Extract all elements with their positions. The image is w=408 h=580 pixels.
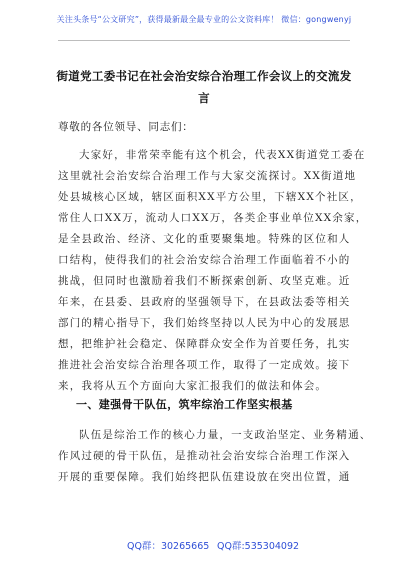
body-line: 想，把维护社会稳定、保障群众安全作为首要任务，扎实	[58, 338, 351, 350]
section-heading: 一、建强骨干队伍，筑牢综治工作坚实根基	[76, 398, 293, 411]
body-line: 大家好，非常荣幸能有这个机会，代表XX街道党工委在	[79, 149, 366, 161]
body-line: 部门的精心指导下，我们始终坚持以人民为中心的发展思	[58, 317, 351, 329]
salutation: 尊敬的各位领导、同志们：	[58, 121, 194, 133]
body-line: 年来，在县委、县政府的坚强领导下，在县政法委等相关	[58, 296, 351, 308]
footer-qq-group-1[interactable]: QQ群：30265665	[127, 541, 210, 552]
body-line: 推进社会治安综合治理各项工作，取得了一定成效。接下	[58, 359, 351, 371]
footer-qq-group-2[interactable]: QQ群:535304092	[217, 541, 300, 552]
body-line: 开展的重要保障。我们始终把队伍建设放在突出位置，通	[58, 471, 351, 483]
document-title-line-2: 言	[198, 91, 210, 105]
body-line: 挑战，但同时也激励着我们不断探索创新、攻坚克难。近	[58, 275, 351, 287]
header-banner[interactable]: 关注头条号“公文研究”，获得最新最全最专业的公文资料库！ 微信：gongwenyj	[56, 15, 352, 24]
header-divider	[58, 40, 350, 41]
body-line: 队伍是综治工作的核心力量，一支政治坚定、业务精通、	[79, 429, 372, 441]
body-line: 常住人口XX万，流动人口XX万，各类企事业单位XX余家，	[58, 212, 368, 224]
document-title-line-1: 街道党工委书记在社会治安综合治理工作会议上的交流发	[56, 69, 352, 83]
body-line: 是全县政治、经济、文化的重要聚集地。特殊的区位和人	[58, 233, 351, 245]
body-line: 这里就社会治安综合治理工作与大家交流探讨。XX街道地	[58, 170, 357, 182]
body-line: 处县城核心区域，辖区面积XX平方公里，下辖XX个社区，	[58, 191, 362, 203]
body-line: 口结构，使得我们的社会治安综合治理工作面临着不小的	[58, 254, 351, 266]
body-line: 来，我将从五个方面向大家汇报我们的做法和体会。	[58, 380, 328, 392]
body-line: 作风过硬的骨干队伍，是推动社会治安综合治理工作深入	[58, 450, 351, 462]
